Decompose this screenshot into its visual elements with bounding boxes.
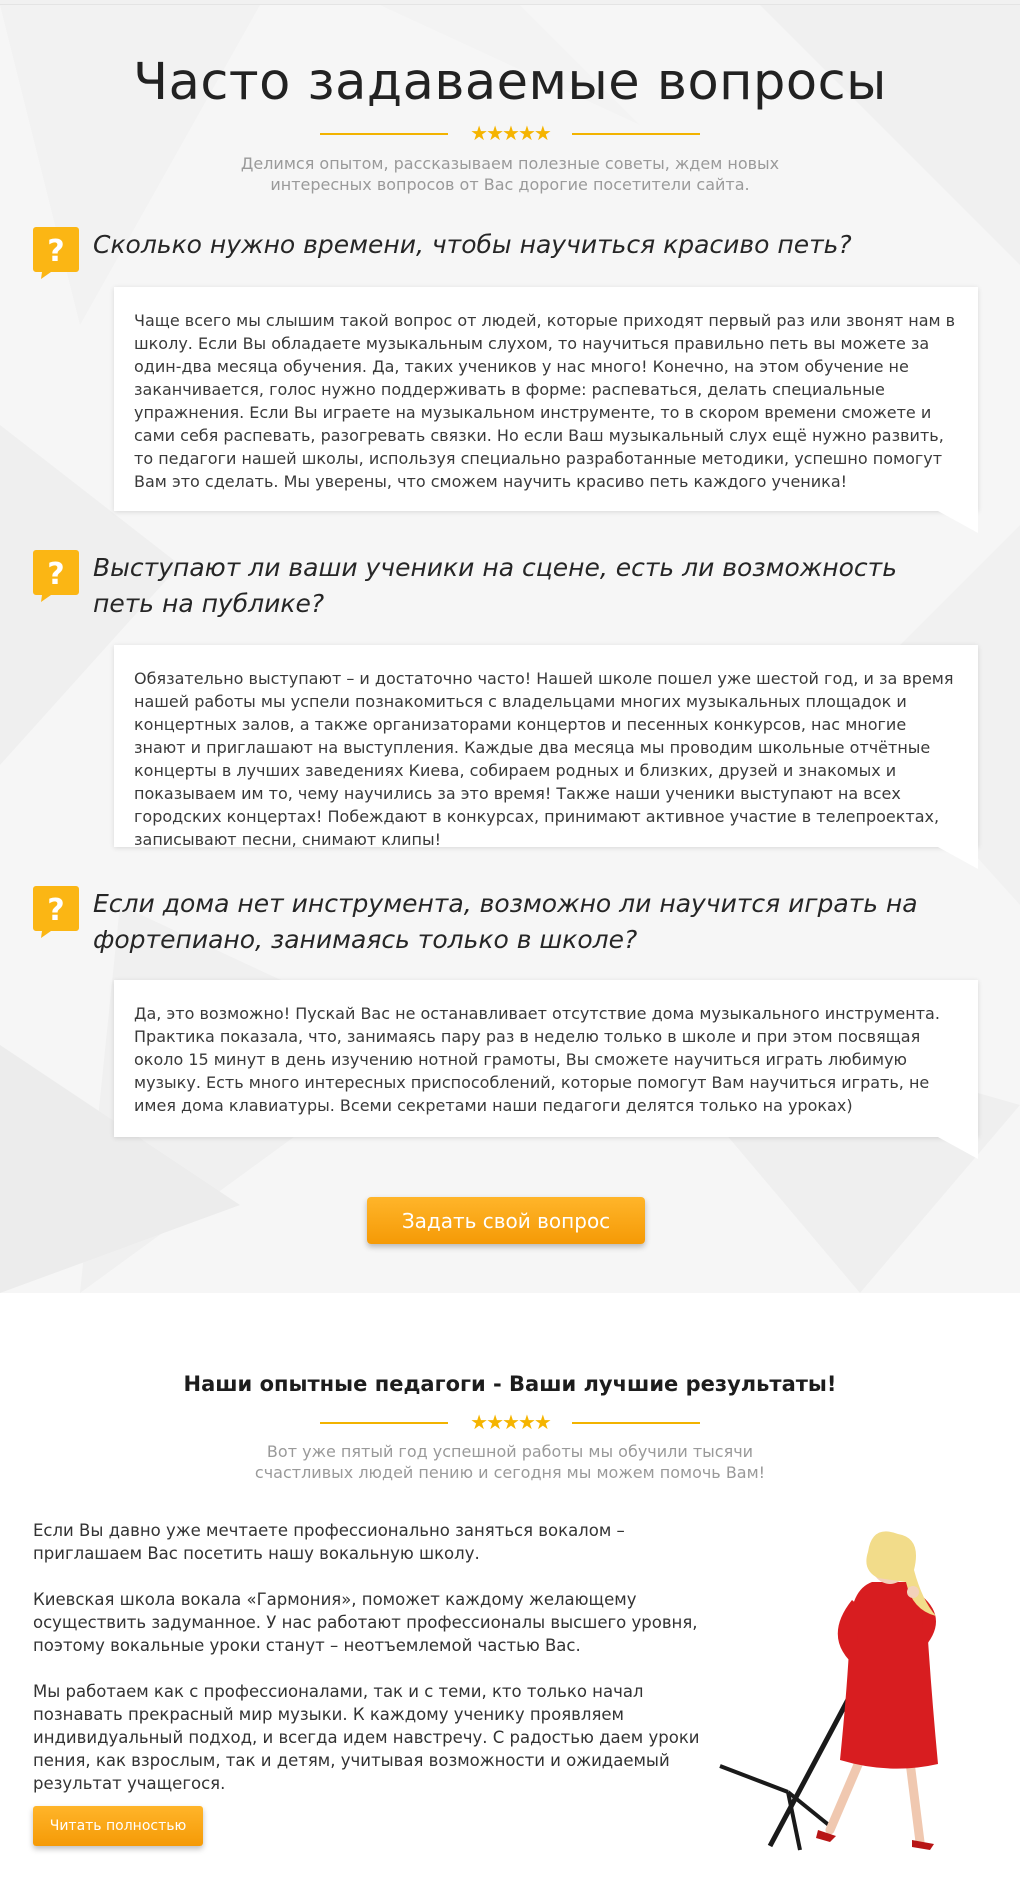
section-title: Наши опытные педагоги - Ваши лучшие результаты!: [183, 1372, 837, 1396]
faq-answer-card: [114, 645, 978, 847]
rating-stars-icon: ★★★★★: [470, 1410, 550, 1434]
paragraph: Мы работаем как с профессионалами, так и с теми, кто только начал познавать прекрасный мир музыки. К каждому ученику проявляем индивидуальный подход, и всегда идем навстречу. С радостью даем уроки пения, как взрослым, так и детям, учитывая возможности и ожидаемый результат учащегося.: [33, 1682, 700, 1793]
page-title: Часто задаваемые вопросы: [133, 53, 887, 112]
read-more-button[interactable]: Читать полностью: [33, 1806, 203, 1846]
question-mark-icon: [33, 886, 79, 938]
question-mark-icon: [33, 227, 79, 279]
singer-illustration: [700, 1530, 1010, 1855]
faq-answer-card: [114, 980, 978, 1137]
faq-answer: Чаще всего мы слышим такой вопрос от людей, которые приходят первый раз или звонят нам в школу. Если Вы обладаете музыкальным слухом, то научиться правильно петь вы можете за один-два месяца обучения. Да, таких учеников у нас много! Конечно, на этом обучение не заканчивается, голос нужно поддерживать в форме: распеваться, делать специальные упражнения. Если Вы играете на музыкальном инструменте, то в скором времени сможете и сами себя распевать, разогревать связки. Но если Ваш музыкальный слух ещё нужно развить, то педагоги нашей школы, используя специально разработанные методики, успешно помогут Вам это сделать. Мы уверены, что сможем научить красиво петь каждого ученика!: [134, 311, 956, 491]
section-divider: [310, 1411, 710, 1435]
speech-tail: [938, 511, 978, 533]
question-mark-icon: [33, 550, 79, 602]
section-subtitle: Вот уже пятый год успешной работы мы обучили тысячи счастливых людей пению и сегодня мы можем помочь Вам!: [254, 1442, 766, 1482]
faq-answer: Да, это возможно! Пускай Вас не останавливает отсутствие дома музыкального инструмента. Практика показала, что, занимаясь пару раз в неделю только в школе и при этом посвящая около 15 минут в день изучению нотной грамоты, Вы сможете научиться играть любимую музыку. Есть много интересных приспособлений, которые помогут Вам научиться играть, не имея дома клавиатуры. Всеми секретами наши педагоги делятся только на уроках): [134, 1004, 940, 1115]
paragraph: Киевская школа вокала «Гармония», поможет каждому желающему осуществить задуманное. У нас работают профессионалы высшего уровня, поэтому вокальные уроки станут – неотъемлемой частью Вас.: [33, 1590, 698, 1655]
speech-tail: [938, 1137, 978, 1159]
faq-question: Выступают ли ваши ученики на сцене, есть ли возможность петь на публике?: [93, 553, 897, 618]
faq-section: [0, 5, 1020, 1293]
speech-tail: [938, 847, 978, 869]
faq-answer-card: [114, 287, 978, 511]
rating-stars-icon: ★★★★★: [470, 121, 550, 145]
svg-text:?: ?: [47, 893, 65, 928]
faq-question: Если дома нет инструмента, возможно ли научится играть на фортепиано, занимаясь только в школе?: [93, 889, 918, 954]
title-divider: [310, 122, 710, 146]
faq-subtitle: Делимся опытом, рассказываем полезные советы, ждем новых интересных вопросов от Вас дорогие посетители сайта.: [240, 154, 780, 194]
paragraph: Если Вы давно уже мечтаете профессионально заняться вокалом – приглашаем Вас посетить нашу вокальную школу.: [33, 1521, 625, 1563]
svg-text:?: ?: [47, 557, 65, 592]
svg-text:?: ?: [47, 234, 65, 269]
faq-question: Сколько нужно времени, чтобы научиться красиво петь?: [93, 230, 852, 259]
faq-answer: Обязательно выступают – и достаточно часто! Нашей школе пошел уже шестой год, и за время нашей работы мы успели познакомиться с владельцами многих музыкальных площадок и концертных залов, а также организаторами концертов и песенных конкурсов, нас многие знают и приглашают на выступления. Каждые два месяца мы проводим школьные отчётные концерты в лучших заведениях Киева, собираем родных и близких, друзей и знакомых и показываем им то, чему научились за это время! Также наши ученики выступают на всех городских концертах! Побеждают в конкурсах, принимают активное участие в телепроектах, записывают песни, снимают клипы!: [134, 669, 954, 849]
ask-question-button[interactable]: Задать свой вопрос: [367, 1197, 645, 1244]
